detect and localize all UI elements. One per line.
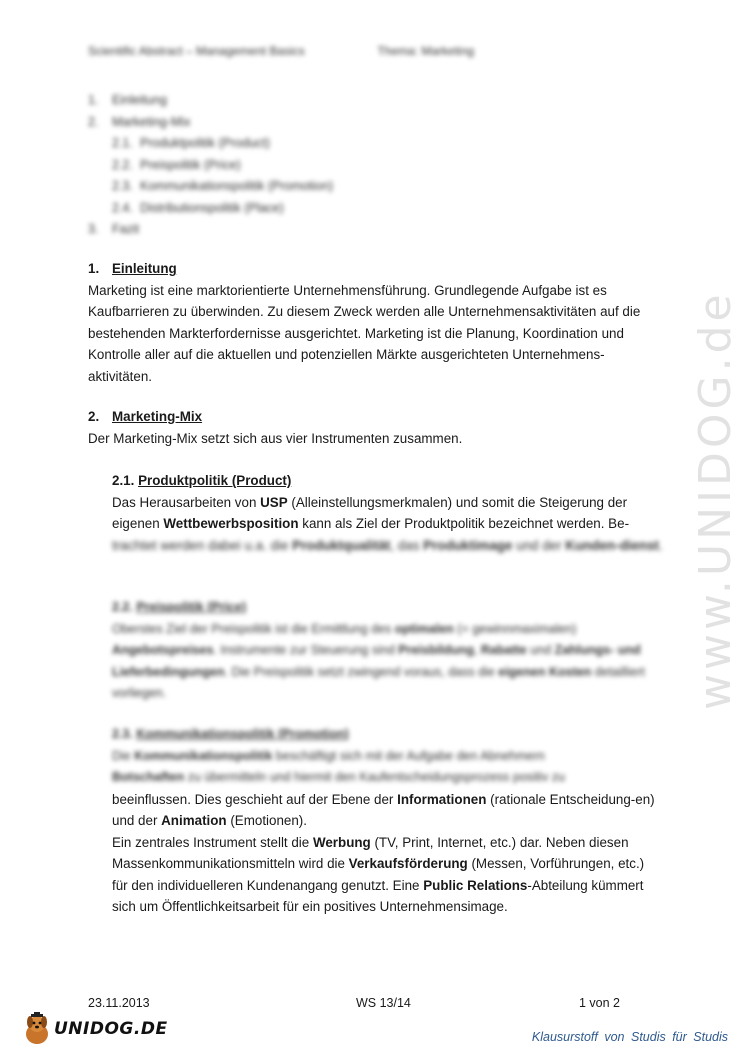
watermark: www.UNIDOG.de bbox=[690, 290, 741, 710]
logo-text: UNIDOG.DE bbox=[54, 1019, 168, 1039]
toc-item: 3. Fazit bbox=[88, 222, 140, 236]
toc-item: 2.3. Kommunikationspolitik (Promotion) bbox=[112, 179, 334, 193]
section-produktpolitik bbox=[88, 470, 663, 556]
section-heading: 2.1. Produktpolitik (Product) bbox=[112, 473, 292, 488]
section-text: beeinflussen. Dies geschieht auf der Ebene der Informationen (rationale Entscheidung-en) und der Animation (Emotionen). bbox=[112, 791, 655, 828]
toc-item: 2.2. Preispolitik (Price) bbox=[112, 157, 241, 172]
section-blurred-part bbox=[112, 724, 663, 789]
section-text: Ein zentrales Instrument stellt die Werbung (TV, Print, Internet, etc.) dar. Neben diesen Massenkommunikationsmitteln wird die Verkaufsförderung (Messen, Vorführungen, etc.) für den individuelleren Kundenangang genutzt. Eine Public Relations-Abteilung kümmert sich um Öffentlichkeitsarbeit für ein positives Unternehmensimage. bbox=[112, 834, 645, 914]
footer-date: 23.11.2013 bbox=[88, 996, 150, 1010]
section-text: Das Herausarbeiten von USP (Alleinstellungsmerkmalen) und somit die Steigerung der eigenen Wettbewerbsposition kann als Ziel der Produktpolitik bezeichnet werden. Be- bbox=[112, 494, 630, 531]
section-heading: 2.3. Kommunikationspolitik (Promotion) bbox=[112, 727, 349, 741]
header-right: Thema: Marketing bbox=[377, 44, 475, 58]
footer-page-number: 1 von 2 bbox=[578, 996, 620, 1010]
tagline: Klausurstoff von Studis für Studis bbox=[531, 1030, 728, 1044]
table-of-contents bbox=[88, 90, 333, 241]
toc-item: 2.4. Distributionspolitik (Place) bbox=[112, 200, 284, 215]
section-text-blurred: Die Kommunikationspolitik beschäftigt sich mit der Aufgabe den Abnehmern Botschaften zu übermitteln und hiermit den Kaufentscheidungsprozess positiv zu bbox=[112, 748, 566, 784]
section-kommunikationspolitik bbox=[88, 724, 663, 918]
section-heading: 1. Einleitung bbox=[88, 261, 177, 276]
section-text: Marketing ist eine marktorientierte Unternehmensführung. Grundlegende Aufgabe ist es Kaufbarrieren zu überwinden. Zu diesem Zweck werden alle Unternehmensaktivitäten auf die bestehenden Markterfordernisse ausgerichtet. Marketing ist die Planung, Koordination und Kontrolle aller auf die aktuellen und potenziellen Märkte ausgerichteten Unternehmens-aktivitäten. bbox=[88, 282, 641, 384]
section-heading: 2.2. Preispolitik (Price) bbox=[112, 600, 247, 614]
header-left: Scientific Abstract – Management Basics bbox=[88, 44, 305, 58]
page-header bbox=[88, 44, 474, 58]
toc-item: 1. Einleitung bbox=[88, 93, 167, 107]
section-marketing-mix bbox=[88, 406, 663, 449]
unidog-logo bbox=[22, 1012, 168, 1046]
section-preispolitik bbox=[88, 597, 663, 705]
section-heading: 2. Marketing-Mix bbox=[88, 409, 203, 424]
toc-item: 2. Marketing-Mix bbox=[88, 114, 191, 129]
footer-semester: WS 13/14 bbox=[356, 996, 411, 1010]
toc-item: 2.1. Produktpolitik (Product) bbox=[112, 136, 270, 150]
section-text: Der Marketing-Mix setzt sich aus vier Instrumenten zusammen. bbox=[88, 430, 463, 446]
section-einleitung bbox=[88, 258, 663, 387]
dog-mascot-icon bbox=[22, 1012, 52, 1046]
section-text: Oberstes Ziel der Preispolitik ist die Ermittlung des optimalen (= gewinnmaximalen) Angebotspreises. Instrumente zur Steuerung sind Preisbildung, Rabatte und Zahlungs- und Lieferbedingungen. Die Preispolitik setzt zwingend voraus, dass die eigenen Kosten detailliert vorliegen. bbox=[112, 621, 645, 700]
section-text-blurred: trachtet werden dabei u.a. die Produktqualität, das Produktimage und der Kunden-dienst. bbox=[112, 537, 663, 553]
